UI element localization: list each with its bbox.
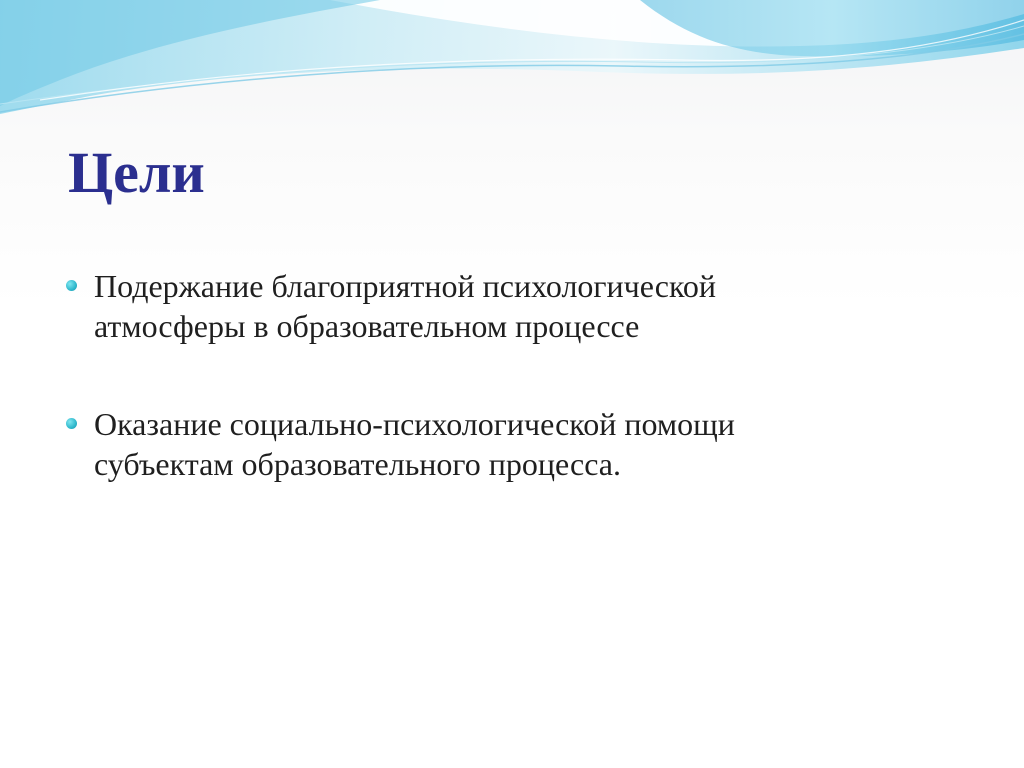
bullet-text-line: Подержание благоприятной психологической — [94, 268, 716, 304]
list-item — [66, 404, 866, 484]
slide-title: Цели — [68, 140, 205, 205]
bullet-dot-icon — [66, 418, 77, 429]
decorative-wave-header — [0, 0, 1024, 130]
bullet-text-line: атмосферы в образовательном процессе — [94, 308, 640, 344]
bullet-text-line: субъектам образовательного процесса. — [94, 446, 621, 482]
bullet-list — [66, 266, 866, 542]
bullet-dot-icon — [66, 280, 77, 291]
list-item — [66, 266, 866, 346]
bullet-text-line: Оказание социально-психологической помощи — [94, 406, 735, 442]
